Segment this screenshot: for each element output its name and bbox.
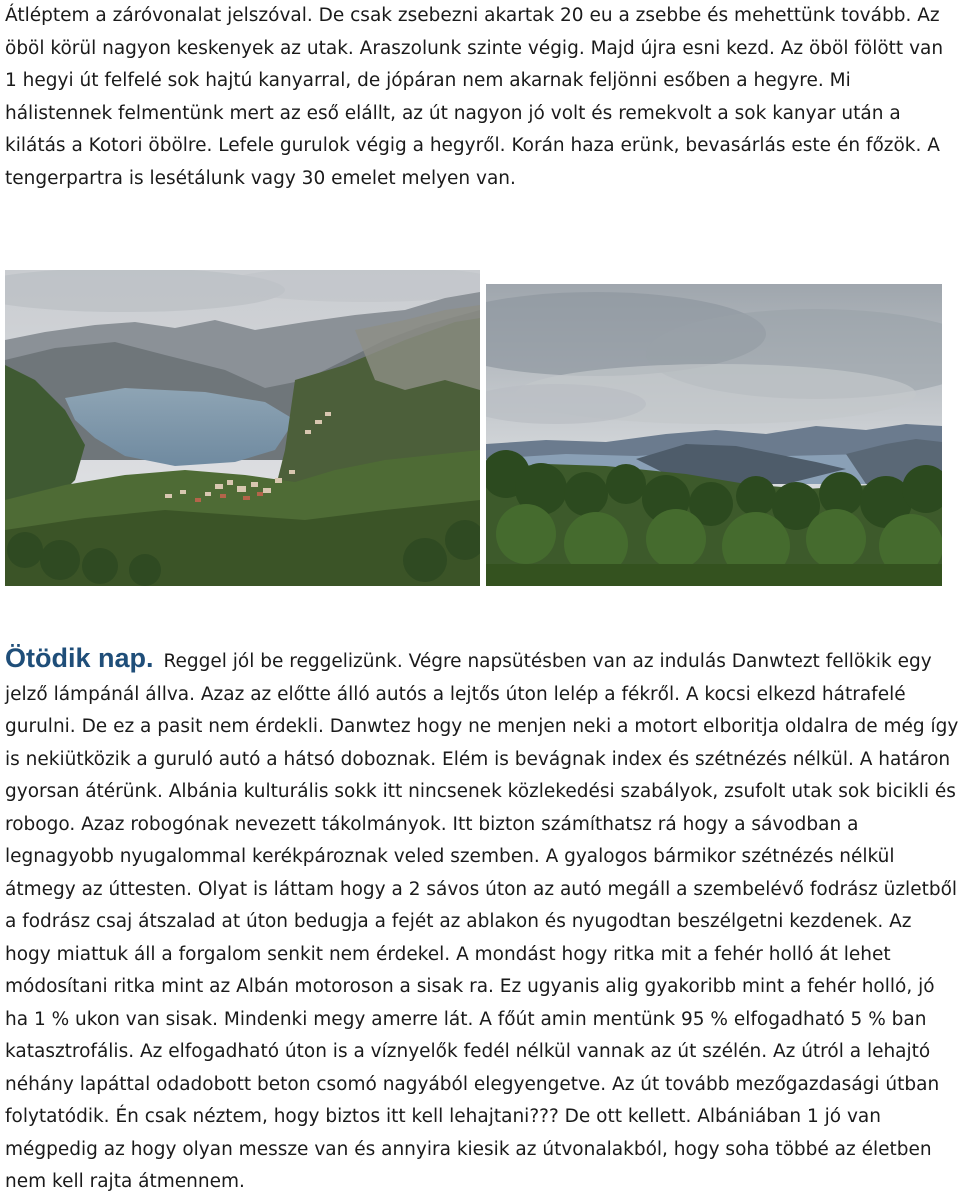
paragraph-day-five-text: Reggel jól be reggelizünk. Végre napsütésben van az indulás Danwtezt fellökik egy jelző lámpánál állva. Azaz az előtte álló autós a lejtős úton lelép a fékről. A kocsi elkezd hátrafelé gurulni. De ez a pasit nem érdekli. Danwtez hogy ne menjen neki a motort elboritja oldalra de még így is nekiütközik a guruló autó a hátsó doboznak. Elém is bevágnak index és szétnézés nélkül. A határon gyorsan átérünk. Albánia kulturális sokk itt nincsenek közlekedési szabályok, zsufolt utak sok bicikli és robogo. Azaz robogónak nevezett tákolmányok. Itt bizton számíthatsz rá hogy a sávodban a legnagyobb nyugalommal kerékpároznak veled szemben. A gyalogos bármikor szétnézés nélkül átmegy az úttesten. Olyat is láttam hogy a 2 sávos úton az autó megáll a szembelévő fodrász üzletből a fodrász csaj átszalad at úton bedugja a fejét az ablakon és nyugodtan beszélgetni kezdenek. Az hogy miattuk áll a forgalom senkit nem érdekel. A mondást hogy ritka mit a fehér holló át lehet módosítani ritka mint az Albán motoroson a sisak ra. Ez ugyanis alig gyakoribb mint a fehér holló, jó ha 1 % ukon van sisak. Mindenki megy amerre lát. A főút amin mentünk 95 % elfogadható 5 % ban katasztrofális. Az elfogadható úton is a víznyelők fedél nélkül vannak az út szélén. Az útról a lehajtó néhány lapáttal odadobott beton csomó nagyából elegyengetve. Az út tovább mezőgazdasági útban folytatódik. Én csak néztem, hogy biztos itt kell lehajtani??? De ott kellett. Albániában 1 jó van mégpedig az hogy olyan messze van és annyira kiesik az útvonalakból, hogy soha többé az életben nem kell rajta átmennem. (5, 651, 959, 1192)
paragraph-intro-text: Átléptem a záróvonalat jelszóval. De csak zsebezni akartak 20 eu a zsebbe és mehettünk tovább. Az öböl körül nagyon keskenyek az utak. Araszolunk szinte végig. Majd újra esni kezd. Az öböl fölött van 1 hegyi út felfelé sok hajtú kanyarral, de jópáran nem akarnak feljönni esőben a hegyre. Mi hálistennek felmentünk mert az eső elállt, az út nagyon jó volt és remekvolt a sok kanyar után a kilátás a Kotori öbölre. Lefele gurulok végig a hegyről. Korán haza erünk, bevasárlás este én főzök. A tengerpartra is lesétálunk vagy 30 emelet melyen van. (5, 5, 944, 189)
photo-bay-viewpoint (486, 284, 942, 586)
paragraph-intro (5, 0, 960, 195)
section-heading: Ötödik nap. (5, 643, 154, 673)
photo-kotor-bay-town (5, 270, 480, 586)
paragraph-day-five (5, 642, 960, 1199)
